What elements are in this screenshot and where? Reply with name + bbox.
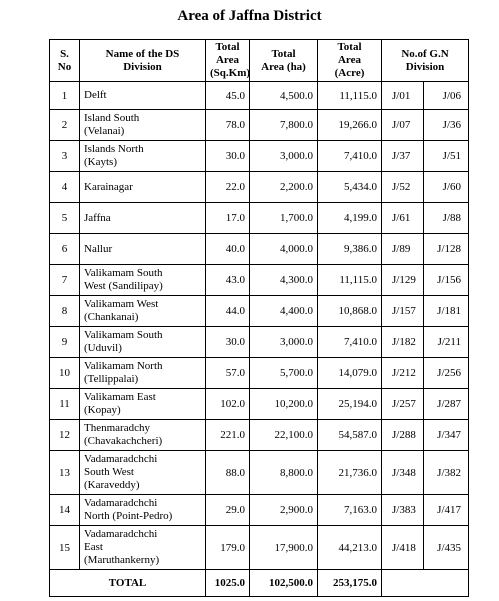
cell-area-acre: 11,115.0 (318, 82, 382, 110)
header-text-line: Division (123, 60, 162, 73)
cell-area-acre: 25,194.0 (318, 389, 382, 420)
ds-division-line: Valikamam South (84, 267, 163, 279)
cell-area-acre: 19,266.0 (318, 110, 382, 141)
ds-division-line: Thenmaradchy (84, 422, 150, 434)
cell-area-ha: 8,800.0 (250, 451, 318, 495)
cell-gn-from: J/07 (382, 110, 424, 141)
cell-gn-to: J/128 (424, 234, 469, 265)
cell-gn-to: J/88 (424, 203, 469, 234)
table-row (50, 389, 469, 420)
header-sno (50, 40, 80, 82)
cell-area-sqkm: 30.0 (206, 327, 250, 358)
cell-gn-to: J/156 (424, 265, 469, 296)
ds-division-line: Jaffna (84, 211, 111, 224)
table-row (50, 82, 469, 110)
cell-area-acre: 7,410.0 (318, 327, 382, 358)
cell-area-acre: 11,115.0 (318, 265, 382, 296)
cell-area-sqkm: 43.0 (206, 265, 250, 296)
cell-area-ha: 2,900.0 (250, 495, 318, 526)
table-row (50, 327, 469, 358)
cell-sno: 5 (50, 203, 80, 234)
cell-sno: 9 (50, 327, 80, 358)
header-area-sqkm (206, 40, 250, 82)
table-body (50, 82, 469, 597)
header-text-line: Area (215, 54, 239, 66)
cell-sno: 15 (50, 526, 80, 570)
header-text-line: No.of G.N (401, 47, 449, 60)
header-text-line: (Sq.Km) (210, 67, 251, 79)
cell-area-acre: 10,868.0 (318, 296, 382, 327)
table-row (50, 141, 469, 172)
header-text-line: Name of the DS (105, 47, 180, 60)
ds-division-line: Valikamam South (84, 329, 163, 341)
cell-area-sqkm: 29.0 (206, 495, 250, 526)
table-row (50, 265, 469, 296)
table-row (50, 451, 469, 495)
cell-ds-division (80, 110, 206, 141)
table-row (50, 234, 469, 265)
ds-division-line: (Uduvil) (84, 342, 122, 354)
cell-area-ha: 7,800.0 (250, 110, 318, 141)
cell-gn-to: J/435 (424, 526, 469, 570)
header-text-line: S. (60, 47, 69, 60)
total-area-sqkm: 1025.0 (206, 570, 250, 597)
cell-sno: 1 (50, 82, 80, 110)
area-table (49, 39, 469, 597)
cell-area-ha: 4,500.0 (250, 82, 318, 110)
cell-ds-division (80, 203, 206, 234)
cell-gn-from: J/52 (382, 172, 424, 203)
header-name (80, 40, 206, 82)
cell-ds-division (80, 526, 206, 570)
cell-area-sqkm: 88.0 (206, 451, 250, 495)
ds-division-line: North (Point-Pedro) (84, 510, 173, 522)
cell-area-sqkm: 30.0 (206, 141, 250, 172)
cell-gn-from: J/348 (382, 451, 424, 495)
cell-sno: 2 (50, 110, 80, 141)
cell-area-ha: 3,000.0 (250, 327, 318, 358)
ds-division-line: (Maruthankerny) (84, 554, 160, 566)
cell-area-sqkm: 40.0 (206, 234, 250, 265)
cell-gn-to: J/417 (424, 495, 469, 526)
cell-area-ha: 5,700.0 (250, 358, 318, 389)
table-row (50, 495, 469, 526)
ds-division-line: East (84, 541, 103, 553)
cell-area-ha: 4,400.0 (250, 296, 318, 327)
cell-sno: 8 (50, 296, 80, 327)
cell-gn-to: J/181 (424, 296, 469, 327)
cell-ds-division (80, 172, 206, 203)
cell-area-acre: 5,434.0 (318, 172, 382, 203)
header-text-line: Area (337, 54, 361, 66)
cell-area-sqkm: 221.0 (206, 420, 250, 451)
header-text-line: (Acre) (334, 67, 365, 79)
cell-area-ha: 4,300.0 (250, 265, 318, 296)
total-area-acre: 253,175.0 (318, 570, 382, 597)
cell-area-acre: 21,736.0 (318, 451, 382, 495)
cell-gn-to: J/51 (424, 141, 469, 172)
cell-area-ha: 3,000.0 (250, 141, 318, 172)
cell-gn-from: J/89 (382, 234, 424, 265)
cell-sno: 13 (50, 451, 80, 495)
cell-ds-division (80, 495, 206, 526)
cell-gn-from: J/61 (382, 203, 424, 234)
cell-gn-from: J/182 (382, 327, 424, 358)
cell-ds-division (80, 265, 206, 296)
ds-division-line: Vadamaradchchi (84, 497, 158, 509)
cell-sno: 6 (50, 234, 80, 265)
header-gn-division (382, 40, 469, 82)
ds-division-line: Karainagar (84, 180, 133, 193)
ds-division-line: (Tellippalai) (84, 373, 139, 385)
cell-area-acre: 14,079.0 (318, 358, 382, 389)
header-area-ha (250, 40, 318, 82)
cell-sno: 10 (50, 358, 80, 389)
cell-gn-from: J/383 (382, 495, 424, 526)
header-area-acre (318, 40, 382, 82)
cell-gn-from: J/418 (382, 526, 424, 570)
total-gn-empty (382, 570, 469, 597)
cell-area-sqkm: 78.0 (206, 110, 250, 141)
total-area-ha: 102,500.0 (250, 570, 318, 597)
cell-ds-division (80, 296, 206, 327)
table-row (50, 296, 469, 327)
cell-ds-division (80, 451, 206, 495)
cell-ds-division (80, 420, 206, 451)
cell-area-sqkm: 179.0 (206, 526, 250, 570)
cell-gn-to: J/60 (424, 172, 469, 203)
cell-area-ha: 22,100.0 (250, 420, 318, 451)
cell-area-sqkm: 102.0 (206, 389, 250, 420)
cell-ds-division (80, 389, 206, 420)
cell-area-sqkm: 22.0 (206, 172, 250, 203)
document-title: Area of Jaffna District (177, 8, 322, 24)
cell-area-sqkm: 57.0 (206, 358, 250, 389)
cell-ds-division (80, 141, 206, 172)
ds-division-line: Island South (84, 112, 140, 124)
cell-area-sqkm: 44.0 (206, 296, 250, 327)
header-text-line: Total (271, 47, 296, 60)
cell-sno: 14 (50, 495, 80, 526)
ds-division-line: West (Sandilipay) (84, 280, 163, 292)
total-label: TOTAL (50, 570, 206, 597)
cell-sno: 7 (50, 265, 80, 296)
cell-sno: 11 (50, 389, 80, 420)
ds-division-line: (Kayts) (84, 156, 117, 168)
cell-area-acre: 7,163.0 (318, 495, 382, 526)
table-row (50, 526, 469, 570)
cell-gn-to: J/382 (424, 451, 469, 495)
header-text-line: Area (ha) (261, 60, 306, 73)
header-text-line: No (57, 60, 72, 73)
ds-division-line: South West (84, 466, 134, 478)
cell-gn-from: J/288 (382, 420, 424, 451)
table-row (50, 110, 469, 141)
cell-area-ha: 2,200.0 (250, 172, 318, 203)
cell-area-acre: 9,386.0 (318, 234, 382, 265)
cell-area-ha: 1,700.0 (250, 203, 318, 234)
cell-ds-division (80, 82, 206, 110)
ds-division-line: Nallur (84, 242, 113, 255)
ds-division-line: (Chankanai) (84, 311, 139, 323)
ds-division-line: (Karaveddy) (84, 479, 140, 491)
cell-area-acre: 4,199.0 (318, 203, 382, 234)
cell-ds-division (80, 358, 206, 389)
cell-gn-to: J/256 (424, 358, 469, 389)
cell-area-acre: 44,213.0 (318, 526, 382, 570)
ds-division-line: (Chavakachcheri) (84, 435, 163, 447)
table-row (50, 172, 469, 203)
cell-area-acre: 7,410.0 (318, 141, 382, 172)
cell-sno: 12 (50, 420, 80, 451)
cell-gn-from: J/37 (382, 141, 424, 172)
cell-ds-division (80, 327, 206, 358)
cell-gn-from: J/257 (382, 389, 424, 420)
table-row (50, 420, 469, 451)
header-text-line: Division (405, 60, 445, 73)
cell-gn-to: J/347 (424, 420, 469, 451)
ds-division-line: Valikamam North (84, 360, 163, 372)
ds-division-line: Vadamaradchchi (84, 528, 158, 540)
cell-ds-division (80, 234, 206, 265)
cell-area-sqkm: 17.0 (206, 203, 250, 234)
ds-division-line: Delft (84, 89, 107, 101)
cell-gn-from: J/01 (382, 82, 424, 110)
ds-division-line: Islands North (84, 143, 144, 155)
total-row (50, 570, 469, 597)
ds-division-line: Valikamam West (84, 298, 159, 310)
cell-sno: 3 (50, 141, 80, 172)
header-text-line: Total (215, 41, 240, 53)
cell-area-ha: 4,000.0 (250, 234, 318, 265)
table-row (50, 358, 469, 389)
cell-sno: 4 (50, 172, 80, 203)
header-text-line: Total (337, 41, 362, 53)
cell-gn-from: J/129 (382, 265, 424, 296)
cell-area-acre: 54,587.0 (318, 420, 382, 451)
cell-area-ha: 17,900.0 (250, 526, 318, 570)
header-row (50, 40, 469, 82)
cell-gn-to: J/211 (424, 327, 469, 358)
cell-gn-to: J/36 (424, 110, 469, 141)
table-row (50, 203, 469, 234)
cell-gn-to: J/287 (424, 389, 469, 420)
cell-area-sqkm: 45.0 (206, 82, 250, 110)
cell-gn-from: J/157 (382, 296, 424, 327)
cell-gn-from: J/212 (382, 358, 424, 389)
cell-area-ha: 10,200.0 (250, 389, 318, 420)
ds-division-line: (Velanai) (84, 125, 125, 137)
ds-division-line: Vadamaradchchi (84, 453, 158, 465)
ds-division-line: (Kopay) (84, 404, 121, 416)
cell-gn-to: J/06 (424, 82, 469, 110)
ds-division-line: Valikamam East (84, 391, 156, 403)
